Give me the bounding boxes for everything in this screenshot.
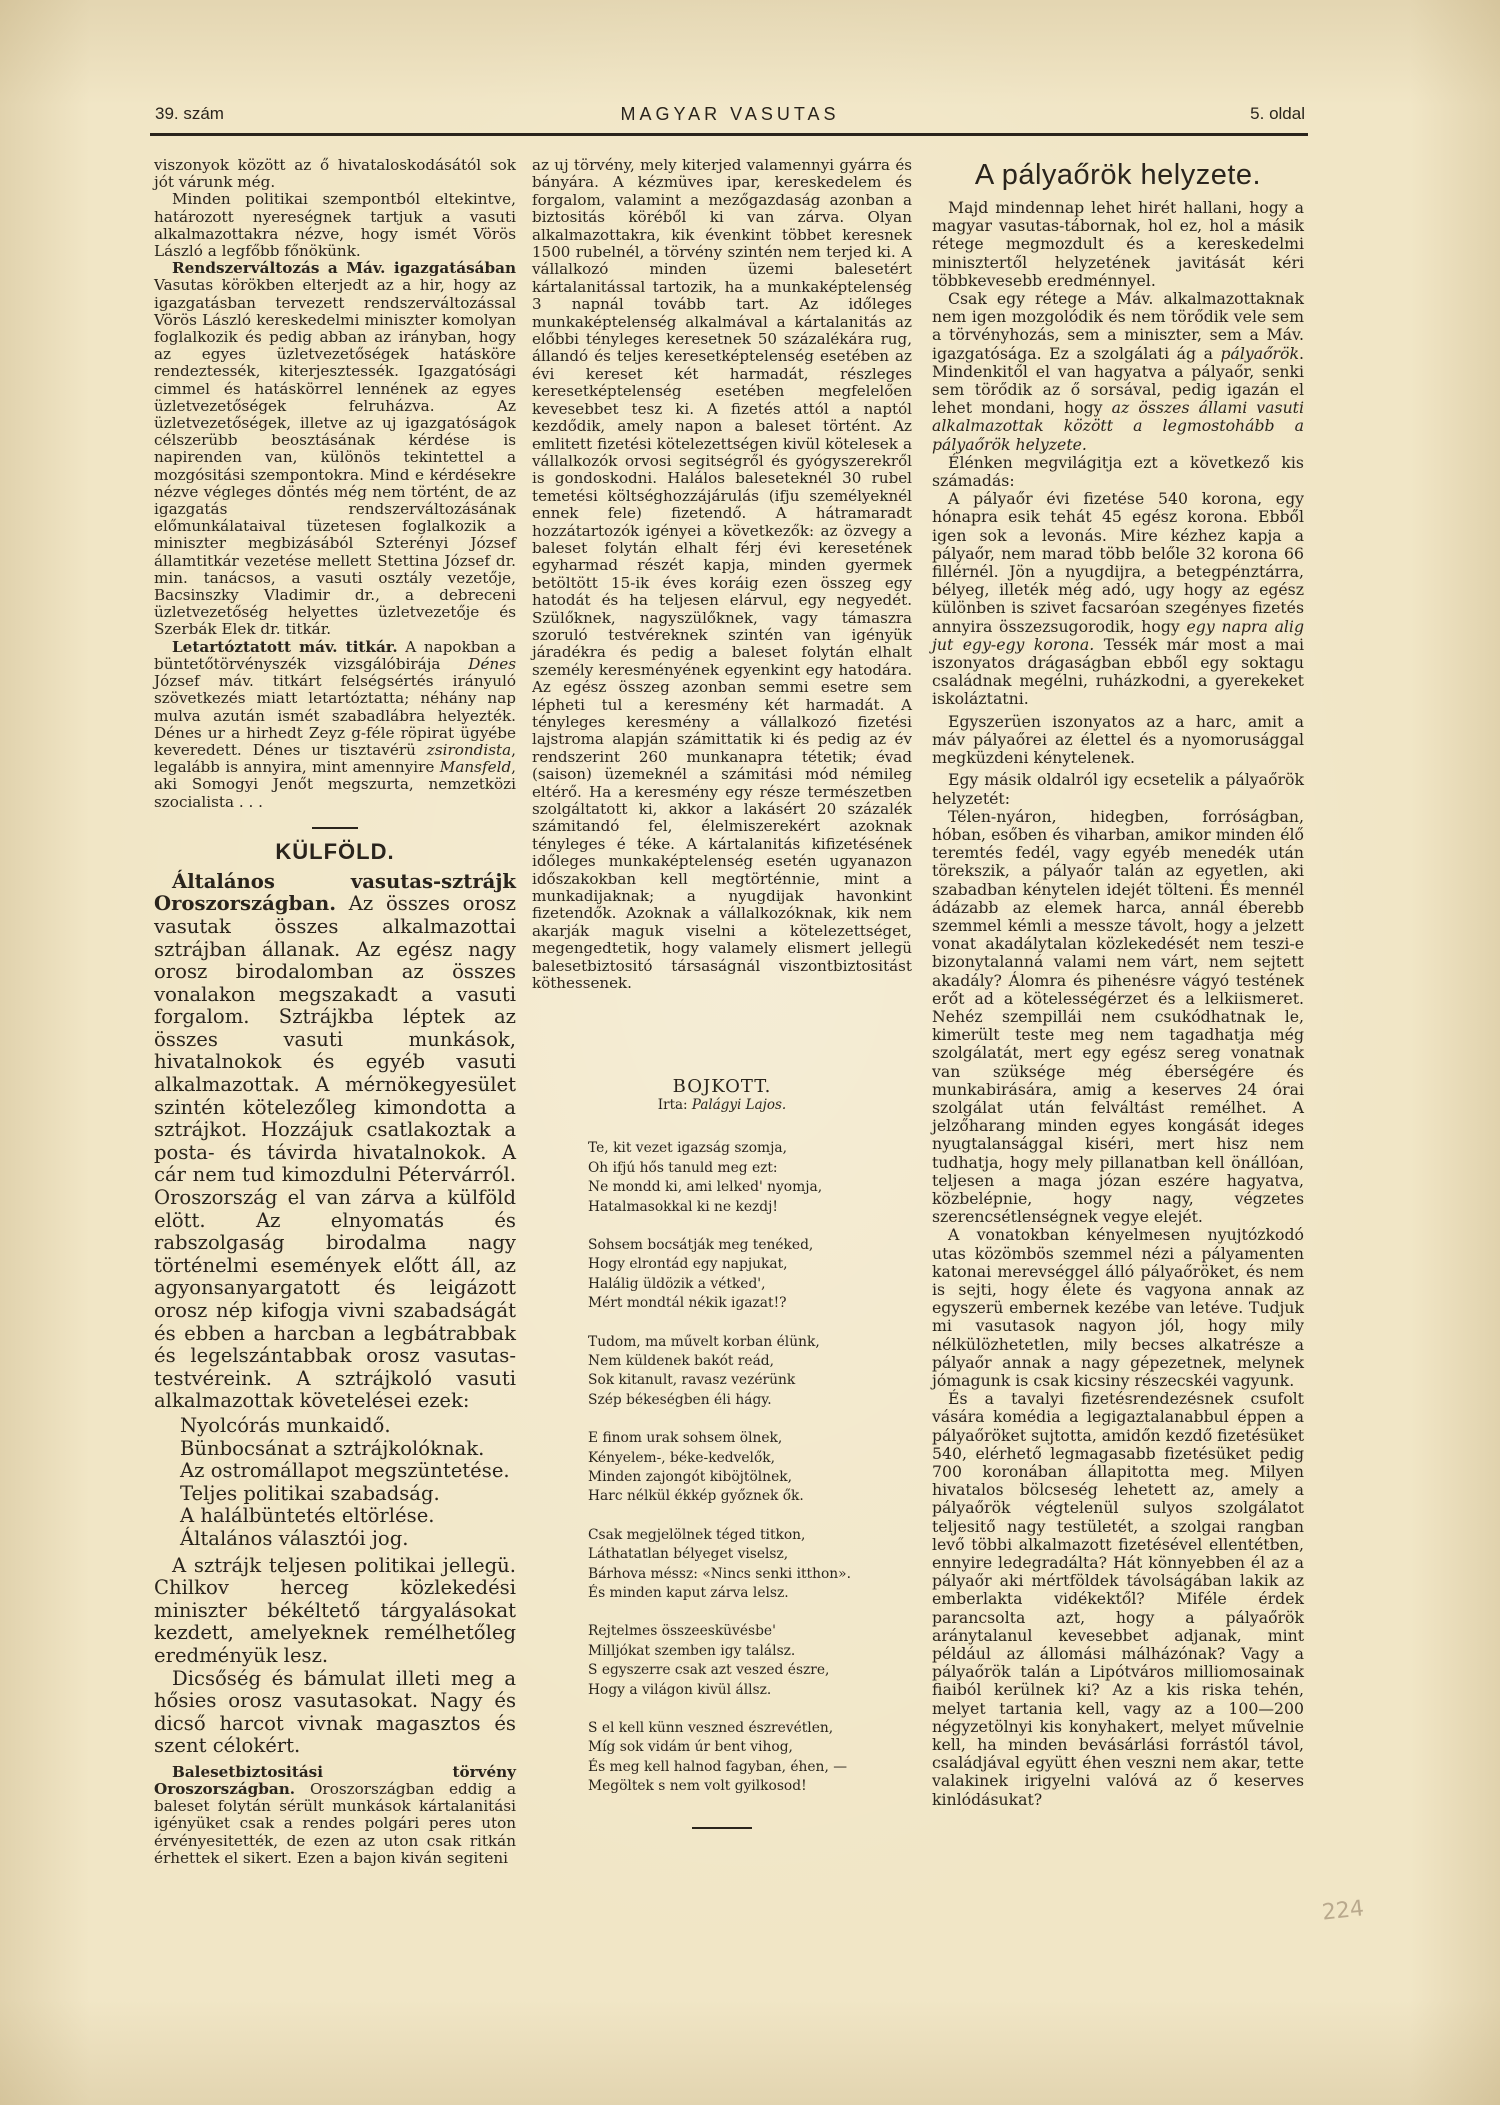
- news-headline: Letartóztatott máv. titkár.: [172, 637, 398, 656]
- list-item: Nyolcórás munkaidő.: [180, 1413, 391, 1437]
- paragraph: A pályaőr évi fizetése 540 korona, egy hónapra esik tehát 45 egész korona. Ebből igen sok a levonás. Mire kézhez kapja a pályaőr, nem marad több belőle 32 korona 66 fillérnél. Jön a nyugdijra, a betegpénztárra, bélyeg, illeték még adó, ugy hogy az egész különben is szivet facsaróan szegényes fizetés annyira összezsugorodik, hogy egy napra alig jut egy-egy korona. Tessék már most a mai iszonyatos drágaságban ebből egy soktagu családnak megélni, ruházkodni, a gyerekeket iskoláztatni.: [932, 489, 1304, 709]
- paragraph: Télen-nyáron, hidegben, forróságban, hóban, esőben és viharban, amikor minden élő teremtés fedél, vagy egyéb menedék után törekszik, a pályaőr talán az egyetlen, aki szabadban kénytelen idejét tölteni. És mennél ádázabb az elemek harca, annál éberebb szemmel kémli a messze távolt, hogy a jelzett vonat akadálytalan közlekedését nem teszi-e bizonytalanná valami nem várt, nem sejtett akadály? Álomra és pihenésre vágyó testének erőt ad a kötelességérzet és a lelkiismeret. Nehéz szempillái nem csukódhatnak le, kimerült teste meg nem tagadhatja még szolgálatát, mert egy egész sereg vonatnak van szüksége még éberségére és munkabirására, amig a keserves 24 órai szolgálat után felváltást remélhet. A jelzőharang minden egyes kongását ideges nyugtalansággal kiséri, mert hisz nem tudhatja, hogy mely pillanatban kell önállóan, teljesen a maga józan eszére hagyatva, közbelépnie, hogy nagy, végzetes szerencsétlenségnek vegye elejét.: [932, 806, 1304, 1227]
- news-headline: Balesetbiztositási törvény Oroszországban.: [154, 1762, 516, 1799]
- poem-bojkott: [532, 1077, 912, 1836]
- page-label: 5. oldal: [1250, 104, 1305, 123]
- list-item: Az ostromállapot megszüntetése.: [180, 1459, 510, 1483]
- list-item: Teljes politikai szabadság.: [180, 1481, 440, 1505]
- poem-stanza: E finom urak sohsem ölnek, Kényelem-, béke-kedvelők, Minden zajongót kiböjtölnek, Harc nélkül ékkép győznek ők.: [588, 1430, 804, 1505]
- news-headline: Rendszerváltozás a Máv. igazgatásában: [172, 259, 516, 278]
- article-title: A pályaőrök helyzete.: [974, 159, 1262, 191]
- paragraph: viszonyok között az ő hivataloskodásától sok jót várunk még.: [154, 156, 516, 192]
- paragraph: Egy másik oldalról igy ecsetelik a pályaőrök helyzetét:: [932, 770, 1304, 808]
- news-item: Letartóztatott máv. titkár. A napokban a büntetőtörvényszék vizsgálóbirája Dénes József máv. titkárt felségsértés irányuló szövetkezés miatt letartóztatta; néhány nap mulva azután ismét szabadlábra helyezték. Dénes ur a hirhedt Zeyz g-féle röpirat ügyébe keveredett. Dénes ur tisztavérü zsirondista, legalább is annyira, mint amennyire Mansfeld, aki Somogyi Jenőt megszurta, nemzetközi szocialista . . .: [154, 637, 516, 811]
- paragraph: Majd mindennap lehet hirét hallani, hogy a magyar vasutas-tábornak, hol ez, hol a másik rétege megmozdult és a kereskedelmi minisztertől helyzetének javitását kéri többkevesebb eredménnyel.: [932, 198, 1304, 290]
- section-divider: [154, 817, 516, 831]
- news-item: Rendszerváltozás a Máv. igazgatásában Vasutas körökben elterjedt az a hir, hogy az igazgatásban tervezett rendszerváltozással Vörös László kereskedelmi miniszter komolyan foglalkozik és pedig abban az irányban, hogy az egyes üzletvezetőségek hatásköre rendeztessék, kiterjesztessék. Igazgatósági cimmel és hatáskörrel lennének az egyes üzletvezetőségek felruházva. Az üzletvezetőségek, illetve az uj igazgatóságok célszerübb beosztásának kérdése is napirenden van, különös tekintettel a mozgósitási szempontokra. Mind e kérdésekre nézve végleges döntés még nem történt, de az igazgatás rendszerváltozásának előmunkálataival tüzetesen foglalkozik a miniszter megbizásából Szterényi József államtitkár vezetése mellett Stettina József dr. min. tanácsos, a vasuti osztály vezetője, Bacsinszky Vladimir dr., a debreceni üzletvezetőség helyettes üzletvezetője és Szerbák Elek dr. titkár.: [154, 259, 516, 639]
- news-headline: Általános vasutas-sztrájk Oroszországban.: [154, 869, 516, 916]
- column-2: [532, 157, 912, 1835]
- newspaper-title: MAGYAR VASUTAS: [620, 104, 840, 124]
- poem-stanza: Rejtelmes összeesküvésbe' Milljókat szemben igy találsz. S egyszerre csak azt veszed észre, Hogy a világon kivül állsz.: [588, 1623, 830, 1698]
- page-header: [155, 104, 1305, 134]
- list-item: Általános választói jog.: [180, 1526, 409, 1550]
- poem-stanza: S el kell künn veszned észrevétlen, Míg sok vidám úr bent vihog, És meg kell halnod fagyban, éhen, — Megöltek s nem volt gyilkosod!: [588, 1720, 848, 1795]
- header-rule: [150, 133, 1308, 136]
- handwritten-page-number: 224: [1320, 1896, 1366, 1926]
- poem-stanza: Tudom, ma művelt korban élünk, Nem küldenek bakót reád, Sok kitanult, ravasz vezérünk Szép békeségben éli hágy.: [588, 1333, 820, 1408]
- column-3: [932, 157, 1304, 1809]
- paragraph: az uj törvény, mely kiterjed valamennyi gyárra és bányára. A kézmüves ipar, kereskedelem és forgalom, valamint a mezőgazdaság azonban a biztositás köréből ki van zárva. Olyan alkalmazottakra, kik évenkint többet keresnek 1500 rubelnél, a törvény szintén nem terjed ki. A vállalkozó minden üzemi balesetért kártalanitással tartozik, ha a munkaképtelenség 3 napnál tovább tart. Az időleges munkaképtelenség alkalmával a kártalanitás az előbbi tényleges keresetnek 50 százalékára rug, állandó és teljes keresetképtelenség esetében az évi kereset két harmadát, részleges keresetképtelenség esetében megfelelően kevesebbet tesz ki. A fizetés attól a naptól kezdődik, amely napon a baleset történt. Az emlitett fizetési kötelezettségen kivül kötelesek a vállalkozók orvosi segitségről és gyógyszerekről is gondoskodni. Halálos baleseteknél 30 rubel temetési költséghozzájárulás (ifju személyeknél ennek fele) fizetendő. A hátramaradt hozzátartozók igényei a következők: az özvegy a baleset folytán elhalt férj évi keresetének egyharmad részét kapja, minden gyermek betöltött 15-ik éves koráig ezen összeg egy hatodát és ha teljesen elárvul, egy negyedét. Szülőknek, nagyszülőknek, vagy támaszra szoruló testvéreknek szintén van igényük járadékra és pedig a baleset folytán elhalt személy keresményének egyenkint egy hatodára. Az egész összeg azonban semmi esetre sem lépheti tul a keresmény két harmadát. A tényleges keresmény a vállalkozó fizetési lajstroma alapján számittatik ki és pedig az év rendszerint 260 munkanapra tétetik; évad (saison) üzemeknél a számitási mód némileg eltérő. Ha a keresmény egy része természetben szolgáltatott ki, akkor a lakásért 20 százalék számitandó fel, élelmiszerekért azoknak tényleges é téke. A kártalanitás kifizetésének időleges munkaképtelenség esetén ugyanazon időszakokban kell megtörténnie, mint a munkadijaknak; a nyugdijak havonkint fizetendők. Azoknak a vállalkozóknak, kik nem akarják maguk viselni a kötelezettséget, megengedtetik, hogy valamely elismert jellegü balesetbiztositó társaságnál viszontbiztositást köthessenek.: [532, 156, 912, 993]
- demands-list: [154, 1415, 516, 1551]
- paragraph: Dicsőség és bámulat illeti meg a hősies orosz vasutasokat. Nagy és dicső harcot vivnak magasztos és szent célokért.: [154, 1666, 516, 1758]
- paragraph: Csak egy rétege a Máv. alkalmazottaknak nem igen mozgolódik és nem törődik vele sem a törvényhozás, sem a miniszter, sem a Máv. igazgatósága. Ez a szolgálati ág a pályaőrök. Mindenkitől el van hagyatva a pályaőr, senki sem törődik az ő sorsával, pedig igazán el lehet mondani, hogy az összes állami vasuti alkalmazottak között a legmostohább a pályaőrök helyzete.: [932, 289, 1304, 454]
- paragraph: Egyszerüen iszonyatos az a harc, amit a máv pályaőrei az élettel és a nyomorusággal megküzdeni kénytelenek.: [932, 711, 1304, 768]
- news-item: Általános vasutas-sztrájk Oroszországban. Az összes orosz vasutak összes alkalmazottai sztrájban állanak. Az egész nagy orosz birodalomban az összes vonalakon megszakadt a vasuti forgalom. Sztrájkba léptek az összes vasuti munkások, hivatalnokok és egyéb vasuti alkalmazottak. A mérnökegyesület szintén kötelezőleg kimondotta a sztrájkot. Hozzájuk csatlakoztak a posta- és távirda hivatalnokok. A cár nem tud kimozdulni Pétervárról. Oroszország el van zárva a külföld elött. Az elnyomatás és rabszolgaság birodalma nagy történelmi események előtt áll, az agyonsanyargatott és leigázott orosz nép kifogja vivni szabadságát és ebben a harcban a legbátrabbak és legelszántabbak orosz vasutas-testvéreink. A sztrájkoló vasuti alkalmazottak követelései ezek:: [154, 869, 516, 1413]
- poem-stanza: Csak megjelölnek téged titkon, Láthatatlan bélyeget viselsz, Bárhova méssz: «Nincs senki itthon». És minden kaput zárva lelsz.: [588, 1526, 851, 1602]
- paragraph: A vonatokban kényelmesen nyujtózkodó utas közömbös szemmel nézi a pályamenten katonai merevséggel álló pályaőröket, és nem is sejti, hogy élete és vagyona annak az egyszerü embernek kezébe van letéve. Tudjuk mi vasutasok nagyon jól, hogy mily nélkülözhetetlen, mily becses alkatrésze a pályaőr annak a nagy gépezetnek, melynek jómagunk is csak kicsiny részecskéi vagyunk.: [932, 1225, 1304, 1390]
- poem-end-rule: [532, 1816, 912, 1835]
- poem-stanza: Sohsem bocsátják meg tenéked, Hogy elrontád egy napjukat, Halálig üldözik a vétked', Mért mondtál nékik igazat!?: [588, 1236, 814, 1312]
- news-item: Balesetbiztositási törvény Oroszországban. Oroszországban eddig a baleset folytán sérült munkások kártalanitási igényüket csak a rendes polgári peres uton érvényesitették, de ezen az uton csak ritkán érhettek el sikert. Ezen a bajon kiván segiteni: [154, 1762, 516, 1867]
- section-title-kulfold: KÜLFÖLD.: [275, 838, 395, 864]
- column-1: [154, 157, 516, 1867]
- paragraph: Élénken megvilágitja ezt a következő kis számadás:: [932, 452, 1304, 491]
- poem-stanza: Te, kit vezet igazság szomja, Oh ifjú hős tanuld meg ezt: Ne mondd ki, ami lelked' nyomja, Hatalmasokkal ki ne kezdj!: [588, 1140, 823, 1215]
- list-item: Bünbocsánat a sztrájkolóknak.: [180, 1436, 485, 1460]
- poem-author: Irta: Palágyi Lajos.: [657, 1096, 787, 1113]
- paragraph: Minden politikai szempontból eltekintve, határozott nyereségnek tartjuk a vasuti alkalmazottakra nézve, hogy ismét Vörös László a legfőbb főnökünk.: [154, 190, 516, 261]
- paragraph: A sztrájk teljesen politikai jellegü. Chilkov herceg közlekedési miniszter békéltető tárgyalásokat kezdett, amelyeknek remélhetőleg eredményük lesz.: [154, 1553, 516, 1667]
- russia-strike-article: [154, 871, 516, 1758]
- list-item: A halálbüntetés eltörlése.: [180, 1504, 435, 1528]
- issue-number: 39. szám: [155, 104, 224, 123]
- paragraph: És a tavalyi fizetésrendezésnek csufolt vására komédia a legigaztalanabbul éppen a pályaőröket sujtotta, amidőn kezdő fizetésüket 540, elérhető legmagasabb fizetésüket pedig 700 koronában állapitotta meg. Milyen hivatalos bölcseség lehetett az, amely a pályaőrök végtelenül sulyos szolgálatot teljesitő nagy testületét, a szolgai rangban levő többi alkalmazott fizetésével ellentétben, ennyire ledegradálta? Hát könnyebben él az a pályaőr aki mértföldek távolságában lakik az emberlakta vidékektől? Miféle érdek parancsolta azt, hogy a pályaőrök aránytalanul kevesebbet adjanak, mint például az állomási málházónak? Vagy a pályaőrök talán a Lipótváros milliomosainak fiaiból kerülnek ki? Az a kis riska tehén, melyet tartania kell, vagy az a 100—200 négyzetölnyi kis konyhakert, melyet művelnie kell, ha minden bevásárlási forrástól távol, családjával együtt éhen veszni nem akar, tette valakinek irigyelni valóvá az ő keserves kinlódásukat?: [932, 1389, 1304, 1809]
- poem-title: BOJKOTT.: [672, 1075, 772, 1097]
